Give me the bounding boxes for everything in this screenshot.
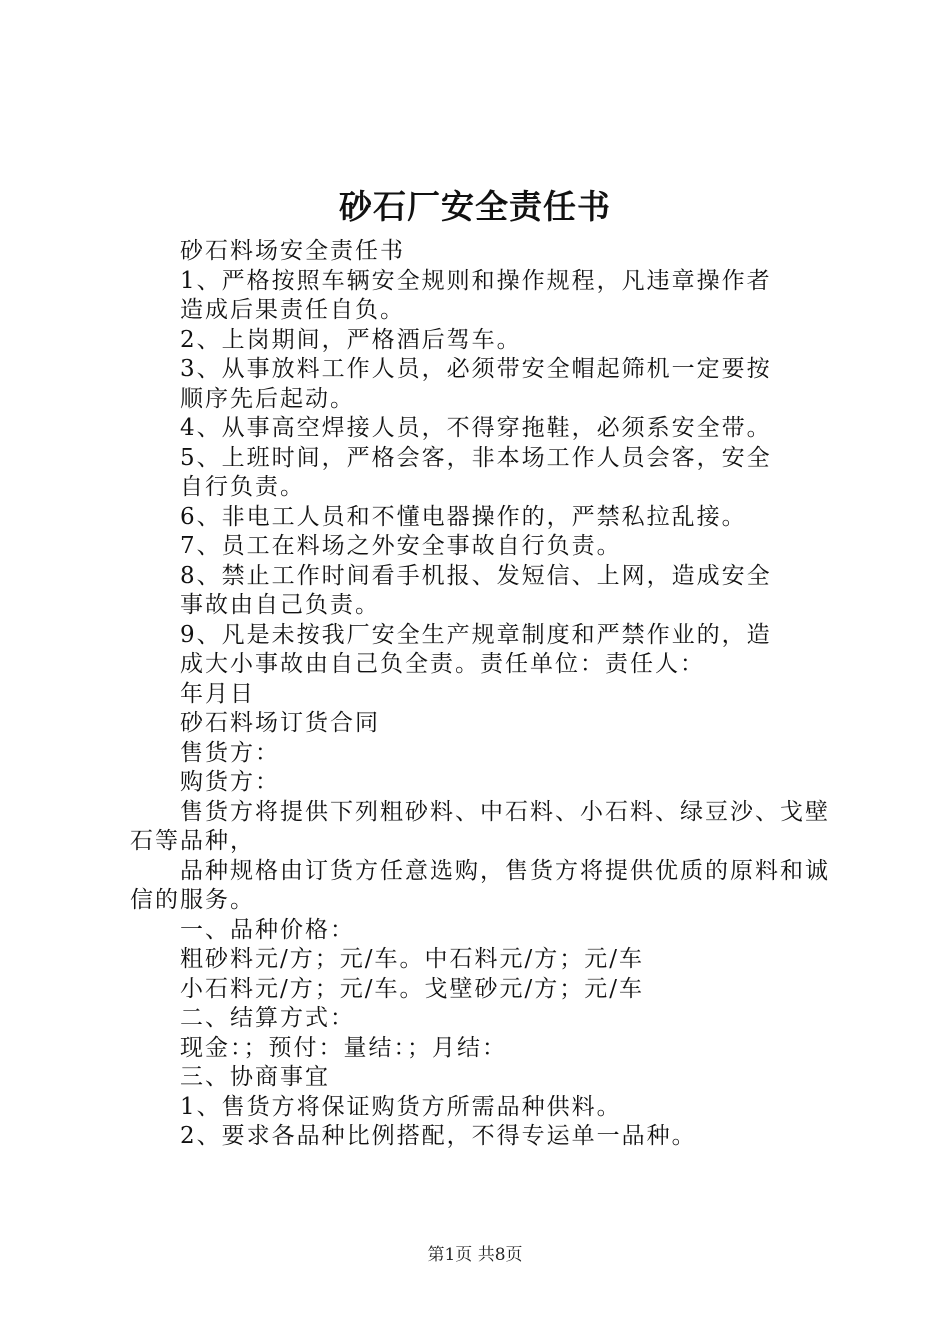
paragraph-rule-2: 2、上岗期间，严格酒后驾车。	[180, 326, 522, 353]
paragraph-price-line-1: 粗砂料元/方；元/车。中石料元/方；元/车	[180, 946, 644, 972]
paragraph-negotiation-2: 2、要求各品种比例搭配，不得专运单一品种。	[180, 1123, 697, 1149]
paragraph-section-price: 一、品种价格：	[180, 916, 355, 943]
document-body	[130, 237, 835, 1152]
paragraph-heading-contract: 砂石料场订货合同	[180, 710, 380, 736]
paragraph-rule-9: 9、凡是未按我厂安全生产规章制度和严禁作业的，造成大小事故由自己负全责。责任单位：责任人：	[180, 621, 772, 677]
paragraph-date: 年月日	[180, 680, 255, 707]
paragraph-section-settlement: 二、结算方式：	[180, 1005, 355, 1031]
paragraph-price-line-2: 小石料元/方；元/车。戈壁砂元/方；元/车	[180, 975, 644, 1002]
paragraph-specs: 品种规格由订货方任意选购，售货方将提供优质的原料和诚信的服务。	[130, 857, 830, 913]
paragraph-rule-8: 8、禁止工作时间看手机报、发短信、上网，造成安全事故由自己负责。	[180, 562, 772, 618]
paragraph-products: 售货方将提供下列粗砂料、中石料、小石料、绿豆沙、戈壁石等品种，	[130, 798, 830, 854]
paragraph-seller: 售货方：	[180, 739, 280, 766]
paragraph-buyer: 购货方：	[180, 769, 280, 795]
paragraph-settlement-methods: 现金：；预付：量结：；月结：	[180, 1034, 507, 1061]
paragraph-rule-3: 3、从事放料工作人员，必须带安全帽起筛机一定要按顺序先后起动。	[180, 356, 772, 412]
paragraph-rule-4: 4、从事高空焊接人员，不得穿拖鞋，必须系安全带。	[180, 415, 772, 441]
paragraph-section-negotiation: 三、协商事宜	[180, 1064, 330, 1090]
document-title: 砂石厂安全责任书	[339, 187, 611, 226]
paragraph-heading-safety: 砂石料场安全责任书	[180, 238, 405, 264]
paragraph-rule-5: 5、上班时间，严格会客，非本场工作人员会客，安全自行负责。	[180, 444, 772, 500]
paragraph-rule-7: 7、员工在料场之外安全事故自行负责。	[180, 533, 622, 559]
paragraph-negotiation-1: 1、售货方将保证购货方所需品种供料。	[180, 1093, 622, 1120]
page-footer: 第1页 共8页	[427, 1245, 523, 1265]
paragraph-rule-1: 1、严格按照车辆安全规则和操作规程，凡违章操作者造成后果责任自负。	[180, 267, 772, 323]
paragraph-rule-6: 6、非电工人员和不懂电器操作的，严禁私拉乱接。	[180, 503, 747, 530]
